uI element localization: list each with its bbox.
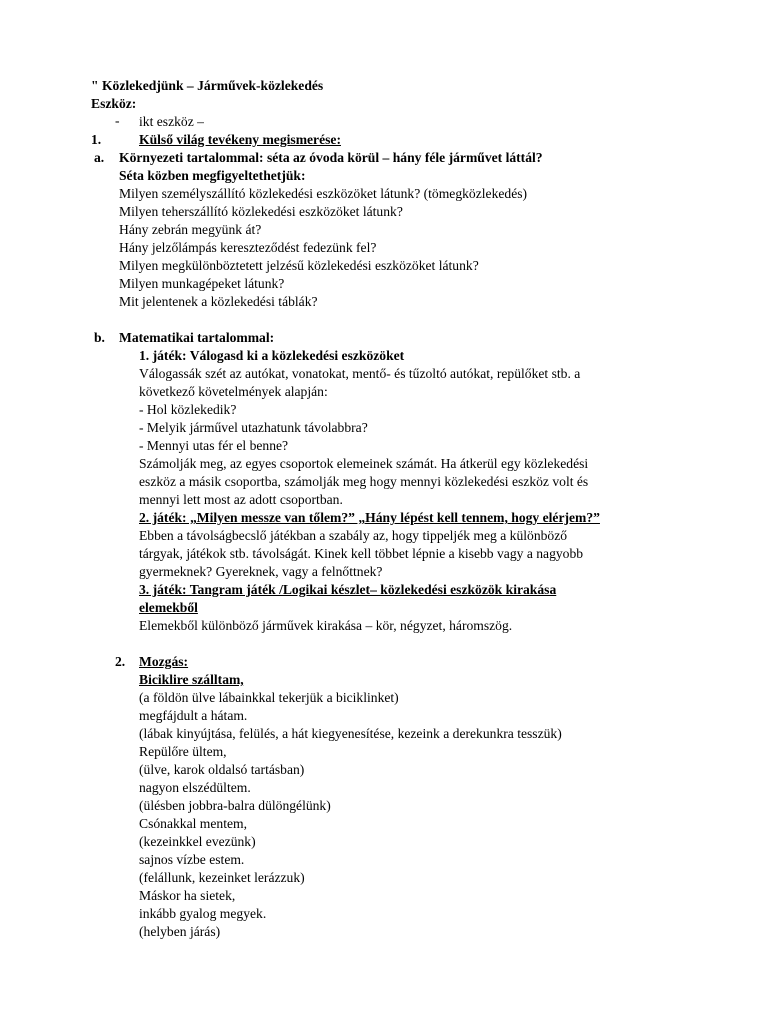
poem-line: (a földön ülve lábainkkal tekerjük a biciklinket) — [139, 690, 399, 705]
question-line: Milyen munkagépeket látunk? — [119, 276, 285, 291]
game-1-line: eszköz a másik csoportba, számolják meg hogy mennyi közlekedési eszköz volt és — [139, 474, 589, 489]
game-1-title: 1. játék: Válogasd ki a közlekedési eszközöket — [139, 348, 405, 363]
question-line: Milyen teherszállító közlekedési eszközöket látunk? — [119, 204, 403, 219]
section-1-number: 1. — [91, 132, 102, 147]
game-2-line: gyermeknek? Gyereknek, vagy a felnőttnek? — [139, 564, 383, 579]
doc-title: " Közlekedjünk – Járművek-közlekedés — [91, 78, 324, 93]
question-line: Milyen megkülönböztetett jelzésű közlekedési eszközöket látunk? — [119, 258, 479, 273]
poem-title: Biciklire szálltam, — [139, 672, 244, 687]
section-2-number: 2. — [115, 654, 126, 669]
game-3-title: 3. játék: Tangram játék /Logikai készlet– közlekedési eszközök kirakása — [139, 582, 557, 597]
game-1-line: - Hol közlekedik? — [139, 402, 237, 417]
game-1-line: Válogassák szét az autókat, vonatokat, mentő- és tűzoltó autókat, repülőket stb. a — [139, 366, 581, 381]
section-1a-subheading: Séta közben megfigyeltethetjük: — [119, 168, 306, 183]
poem-line: (ülve, karok oldalsó tartásban) — [139, 762, 305, 777]
game-2-line: tárgyak, játékok stb. távolságát. Kinek kell többet lépnie a kisebb vagy a nagyobb — [139, 546, 584, 561]
section-1a-heading: Környezeti tartalommal: séta az óvoda körül – hány féle járművet láttál? — [119, 150, 543, 165]
poem-line: nagyon elszédültem. — [139, 780, 251, 795]
game-2-title: 2. játék: „Milyen messze van tőlem?” „Hány lépést kell tennem, hogy elérjem?” — [139, 510, 600, 525]
question-line: Hány zebrán megyünk át? — [119, 222, 262, 237]
poem-line: Máskor ha sietek, — [139, 888, 236, 903]
poem-line: megfájdult a hátam. — [139, 708, 248, 723]
poem-line: Csónakkal mentem, — [139, 816, 247, 831]
question-line: Hány jelzőlámpás kereszteződést fedezünk fel? — [119, 240, 377, 255]
game-1-line: - Mennyi utas fér el benne? — [139, 438, 289, 453]
section-1b-heading: Matematikai tartalommal: — [119, 330, 275, 345]
poem-line: (felállunk, kezeinket lerázzuk) — [139, 870, 305, 885]
poem-line: (lábak kinyújtása, felülés, a hát kiegyenesítése, kezeink a derekunkra tesszük) — [139, 726, 562, 741]
question-line: Mit jelentenek a közlekedési táblák? — [119, 294, 318, 309]
tools-bullet: - — [115, 113, 120, 128]
game-1-line: mennyi lett most az adott csoportban. — [139, 492, 343, 507]
section-1b-letter: b. — [94, 330, 105, 345]
question-line: Milyen személyszállító közlekedési eszközöket látunk? (tömegközlekedés) — [119, 186, 528, 201]
game-3-line: Elemekből különböző járművek kirakása – kör, négyzet, háromszög. — [139, 618, 513, 633]
section-2-title: Mozgás: — [139, 654, 189, 669]
poem-line: sajnos vízbe estem. — [139, 852, 245, 867]
poem-line: (ülésben jobbra-balra dülöngélünk) — [139, 798, 331, 813]
game-1-line: Számolják meg, az egyes csoportok elemeinek számát. Ha átkerül egy közlekedési — [139, 456, 589, 471]
poem-line: (helyben járás) — [139, 924, 221, 939]
section-1-title: Külső világ tevékeny megismerése: — [139, 132, 341, 147]
game-2-line: Ebben a távolságbecslő játékban a szabály az, hogy tippeljék meg a különböző — [139, 528, 568, 543]
poem-line: inkább gyalog megyek. — [139, 906, 267, 921]
game-1-line: - Melyik járművel utazhatunk távolabbra? — [139, 420, 368, 435]
poem-line: (kezeinkkel evezünk) — [139, 834, 256, 849]
game-3-title-continued: elemekből — [139, 600, 198, 615]
game-1-line: következő követelmények alapján: — [139, 384, 328, 399]
tools-item: ikt eszköz – — [139, 114, 204, 129]
section-1a-letter: a. — [94, 150, 105, 165]
poem-line: Repülőre ültem, — [139, 744, 227, 759]
tools-label: Eszköz: — [91, 96, 137, 111]
